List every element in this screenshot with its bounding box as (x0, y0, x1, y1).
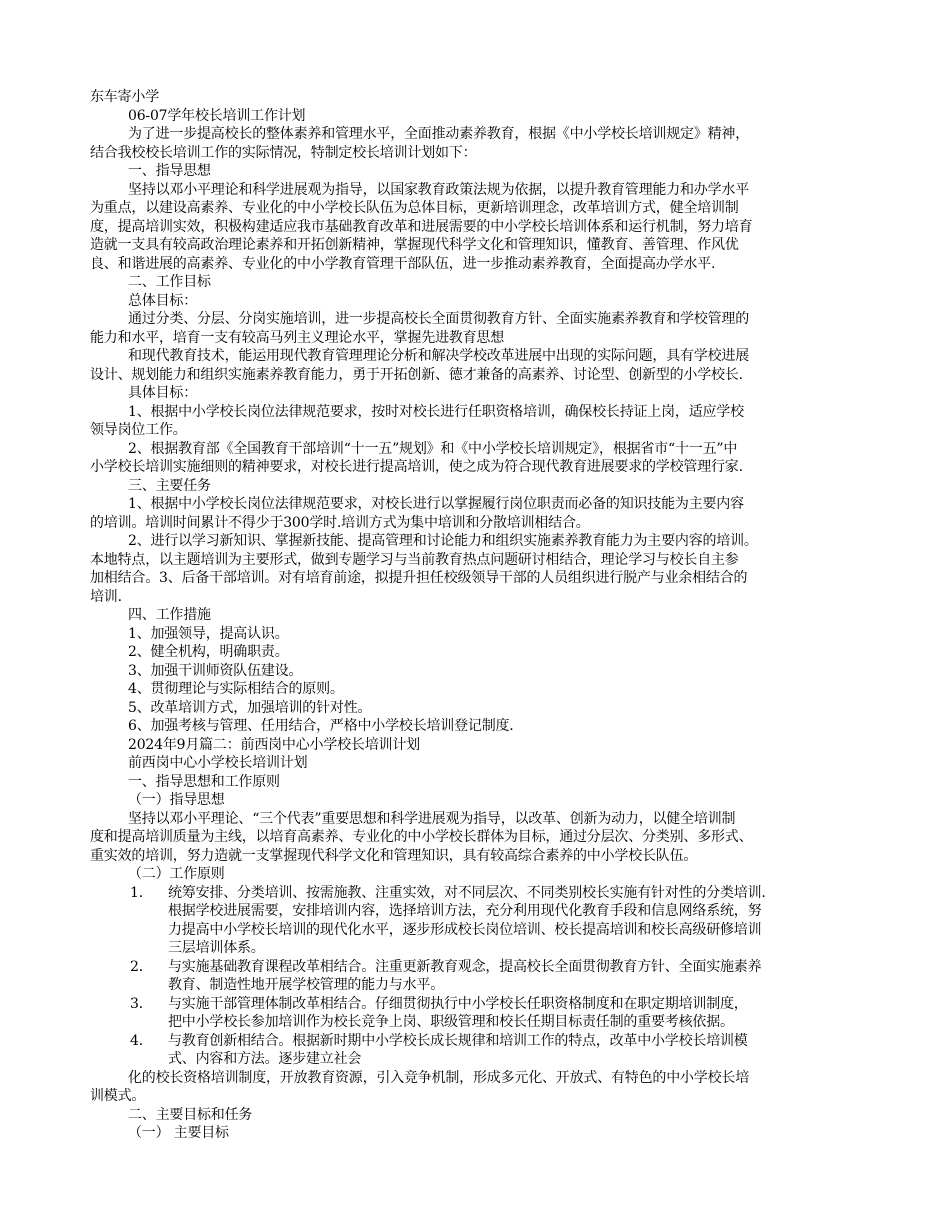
school-name: 东车寄小学 (90, 89, 159, 105)
measure-item: 1、加强领导，提高认识。 (128, 625, 289, 642)
paragraph-line: 为重点，以建设高素养、专业化的中小学校长队伍为总体目标，更新培训理念，改革培训方式，健全培训制 (90, 200, 739, 216)
list-item (90, 995, 870, 1032)
document-page (90, 88, 870, 1143)
paragraph-line: 1、根据中小学校长岗位法律规范要求，按时对校长进行任职资格培训，确保校长持证上岗，适应学校 (128, 403, 744, 420)
list-item-body (168, 958, 870, 995)
paragraph-line: 1、根据中小学校长岗位法律规范要求，对校长进行以掌握履行岗位职责而必备的知识技能为主要内容 (128, 496, 744, 512)
paragraph-line: 能力和水平，培育一支有较高马列主义理论水平，掌握先进教育思想 (90, 329, 504, 346)
paragraph-line: 领导岗位工作。 (90, 422, 187, 438)
list-item-line: 根据学校进展需要，安排培训内容，选择培训方法，充分利用现代化教育手段和信息网络系统，努 (168, 903, 762, 919)
list-item-number: 1． (130, 884, 153, 901)
list-item-line: 把中小学校长参加培训作为校长竞争上岗、职级管理和校长任期目标责任制的重要考核依据。 (168, 1014, 734, 1030)
subheading: 总体目标： (128, 292, 197, 309)
paragraph-line: 度，提高培训实效，积极构建适应我市基础教育改革和进展需要的中小学校长培训体系和运行机制，努力培育 (90, 218, 753, 235)
list-item-line: 统筹安排、分类培训、按需施教、注重实效，对不同层次、不同类别校长实施有针对性的分类培训. (168, 884, 766, 901)
list-item (90, 1032, 870, 1069)
list-item-body (168, 995, 870, 1032)
list-item (90, 884, 870, 958)
paragraph-line: 2、根据教育部《全国教育干部培训“十一五”规划》和《中小学校长培训规定》，根据省市“十一五”中 (128, 440, 738, 457)
list-item-body (168, 1032, 870, 1069)
paragraph-line: 加相结合。3、后备干部培训。对有培育前途，拟提升担任校级领导干部的人员组织进行脱产与业余相结合的 (90, 570, 748, 586)
paragraph-line: 结合我校校长培训工作的实际情况，特制定校长培训计划如下： (90, 144, 477, 161)
paragraph-line: 化的校长资格培训制度，开放教育资源，引入竞争机制，形成多元化、开放式、有特色的中小学校长培 (128, 1069, 749, 1086)
list-item-number: 2． (130, 958, 153, 975)
date-and-part-title: 2024年9月篇二：前西岗中心小学校长培训计划 (128, 736, 420, 753)
subheading: （一）指导思想 (128, 792, 225, 808)
measure-item: 2、健全机构，明确职责。 (128, 644, 289, 660)
measure-item: 4、贯彻理论与实际相结合的原则。 (128, 681, 344, 697)
list-item-line: 与实施基础教育课程改革相结合。注重更新教育观念，提高校长全面贯彻教育方针、全面实施素养 (168, 958, 762, 975)
paragraph-line: 小学校长培训实施细则的精神要求，对校长进行提高培训，使之成为符合现代教育进展要求的学校管理行家. (90, 459, 743, 475)
paragraph-line: 坚持以邓小平理论和科学进展观为指导，以国家教育政策法规为依据，以提升教育管理能力和办学水平 (128, 181, 749, 198)
doc-title: 06-07学年校长培训工作计划 (128, 107, 306, 124)
measure-item: 6、加强考核与管理、任用结合，严格中小学校长培训登记制度. (128, 718, 514, 734)
list-item-line: 与教育创新相结合。根据新时期中小学校长成长规律和培训工作的特点，改革中小学校长培训模 (168, 1032, 748, 1049)
paragraph-line: 度和提高培训质量为主线，以培育高素养、专业化的中小学校长群体为目标，通过分层次、分类别、多形式、 (90, 829, 753, 845)
paragraph-line: 重实效的培训，努力造就一支掌握现代科学文化和管理知识，具有较高综合素养的中小学校长队伍。 (90, 847, 698, 864)
list-item-number: 4． (130, 1032, 153, 1049)
section-heading: 一、指导思想 (128, 163, 211, 179)
section-heading: 四、工作措施 (128, 607, 211, 623)
list-item-body (168, 884, 870, 958)
doc-title: 前西岗中心小学校长培训计划 (128, 755, 308, 771)
paragraph-line: 良、和谐进展的高素养、专业化的中小学教育管理干部队伍，进一步推动素养教育，全面提高办学水平. (90, 255, 716, 272)
subheading: （一） 主要目标 (128, 1125, 229, 1141)
list-item-line: 力提高中小学校长培训的现代化水平，逐步形成校长岗位培训、校长提高培训和校长高级研修培训 (168, 921, 762, 938)
section-heading: 二、主要目标和任务 (128, 1106, 253, 1123)
list-item-number: 3． (130, 995, 153, 1012)
list-item-line: 式、内容和方法。逐步建立社会 (168, 1051, 362, 1067)
paragraph-line: 设计、规划能力和组织实施素养教育能力，勇于开拓创新、德才兼备的高素养、讨论型、创新型的小学校长. (90, 366, 743, 383)
paragraph-line: 培训. (90, 588, 122, 605)
paragraph-line: 和现代教育技术，能运用现代教育管理理论分析和解决学校改革进展中出现的实际问题，具有学校进展 (128, 348, 749, 364)
list-item (90, 958, 870, 995)
section-heading: 一、指导思想和工作原则 (128, 773, 280, 790)
subheading: 具体目标： (128, 385, 197, 401)
paragraph-line: 本地特点，以主题培训为主要形式，做到专题学习与当前教育热点问题研讨相结合，理论学习与校长自主参 (90, 551, 739, 568)
paragraph-line: 2、进行以学习新知识、掌握新技能、提高管理和讨论能力和组织实施素养教育能力为主要内容的培训。 (128, 533, 758, 549)
paragraph-line: 为了进一步提高校长的整体素养和管理水平，全面推动素养教育，根据《中小学校长培训规定》精神， (128, 126, 749, 142)
measure-item: 3、加强干训师资队伍建设。 (128, 662, 303, 679)
section-heading: 三、主要任务 (128, 477, 211, 494)
paragraph-line: 坚持以邓小平理论、“三个代表”重要思想和科学进展观为指导，以改革、创新为动力，以健全培训制 (128, 810, 736, 827)
paragraph-line: 通过分类、分层、分岗实施培训，进一步提高校长全面贯彻教育方针、全面实施素养教育和学校管理的 (128, 311, 749, 327)
list-item-line: 与实施干部管理体制改革相结合。仔细贯彻执行中小学校长任职资格制度和在职定期培训制度， (168, 995, 748, 1012)
paragraph-line: 造就一支具有较高政治理论素养和开拓创新精神，掌握现代科学文化和管理知识，懂教育、善管理、作风优 (90, 237, 739, 253)
measure-item: 5、改革培训方式，加强培训的针对性。 (128, 699, 372, 716)
list-item-line: 三层培训体系。 (168, 940, 265, 956)
paragraph-line: 的培训。培训时间累计不得少于300学时.培训方式为集中培训和分散培训相结合。 (90, 514, 590, 531)
subheading: （二）工作原则 (128, 866, 225, 882)
paragraph-line: 训模式。 (90, 1088, 146, 1104)
section-heading: 二、工作目标 (128, 274, 211, 290)
list-item-line: 教育、制造性地开展学校管理的能力与水平。 (168, 977, 444, 993)
